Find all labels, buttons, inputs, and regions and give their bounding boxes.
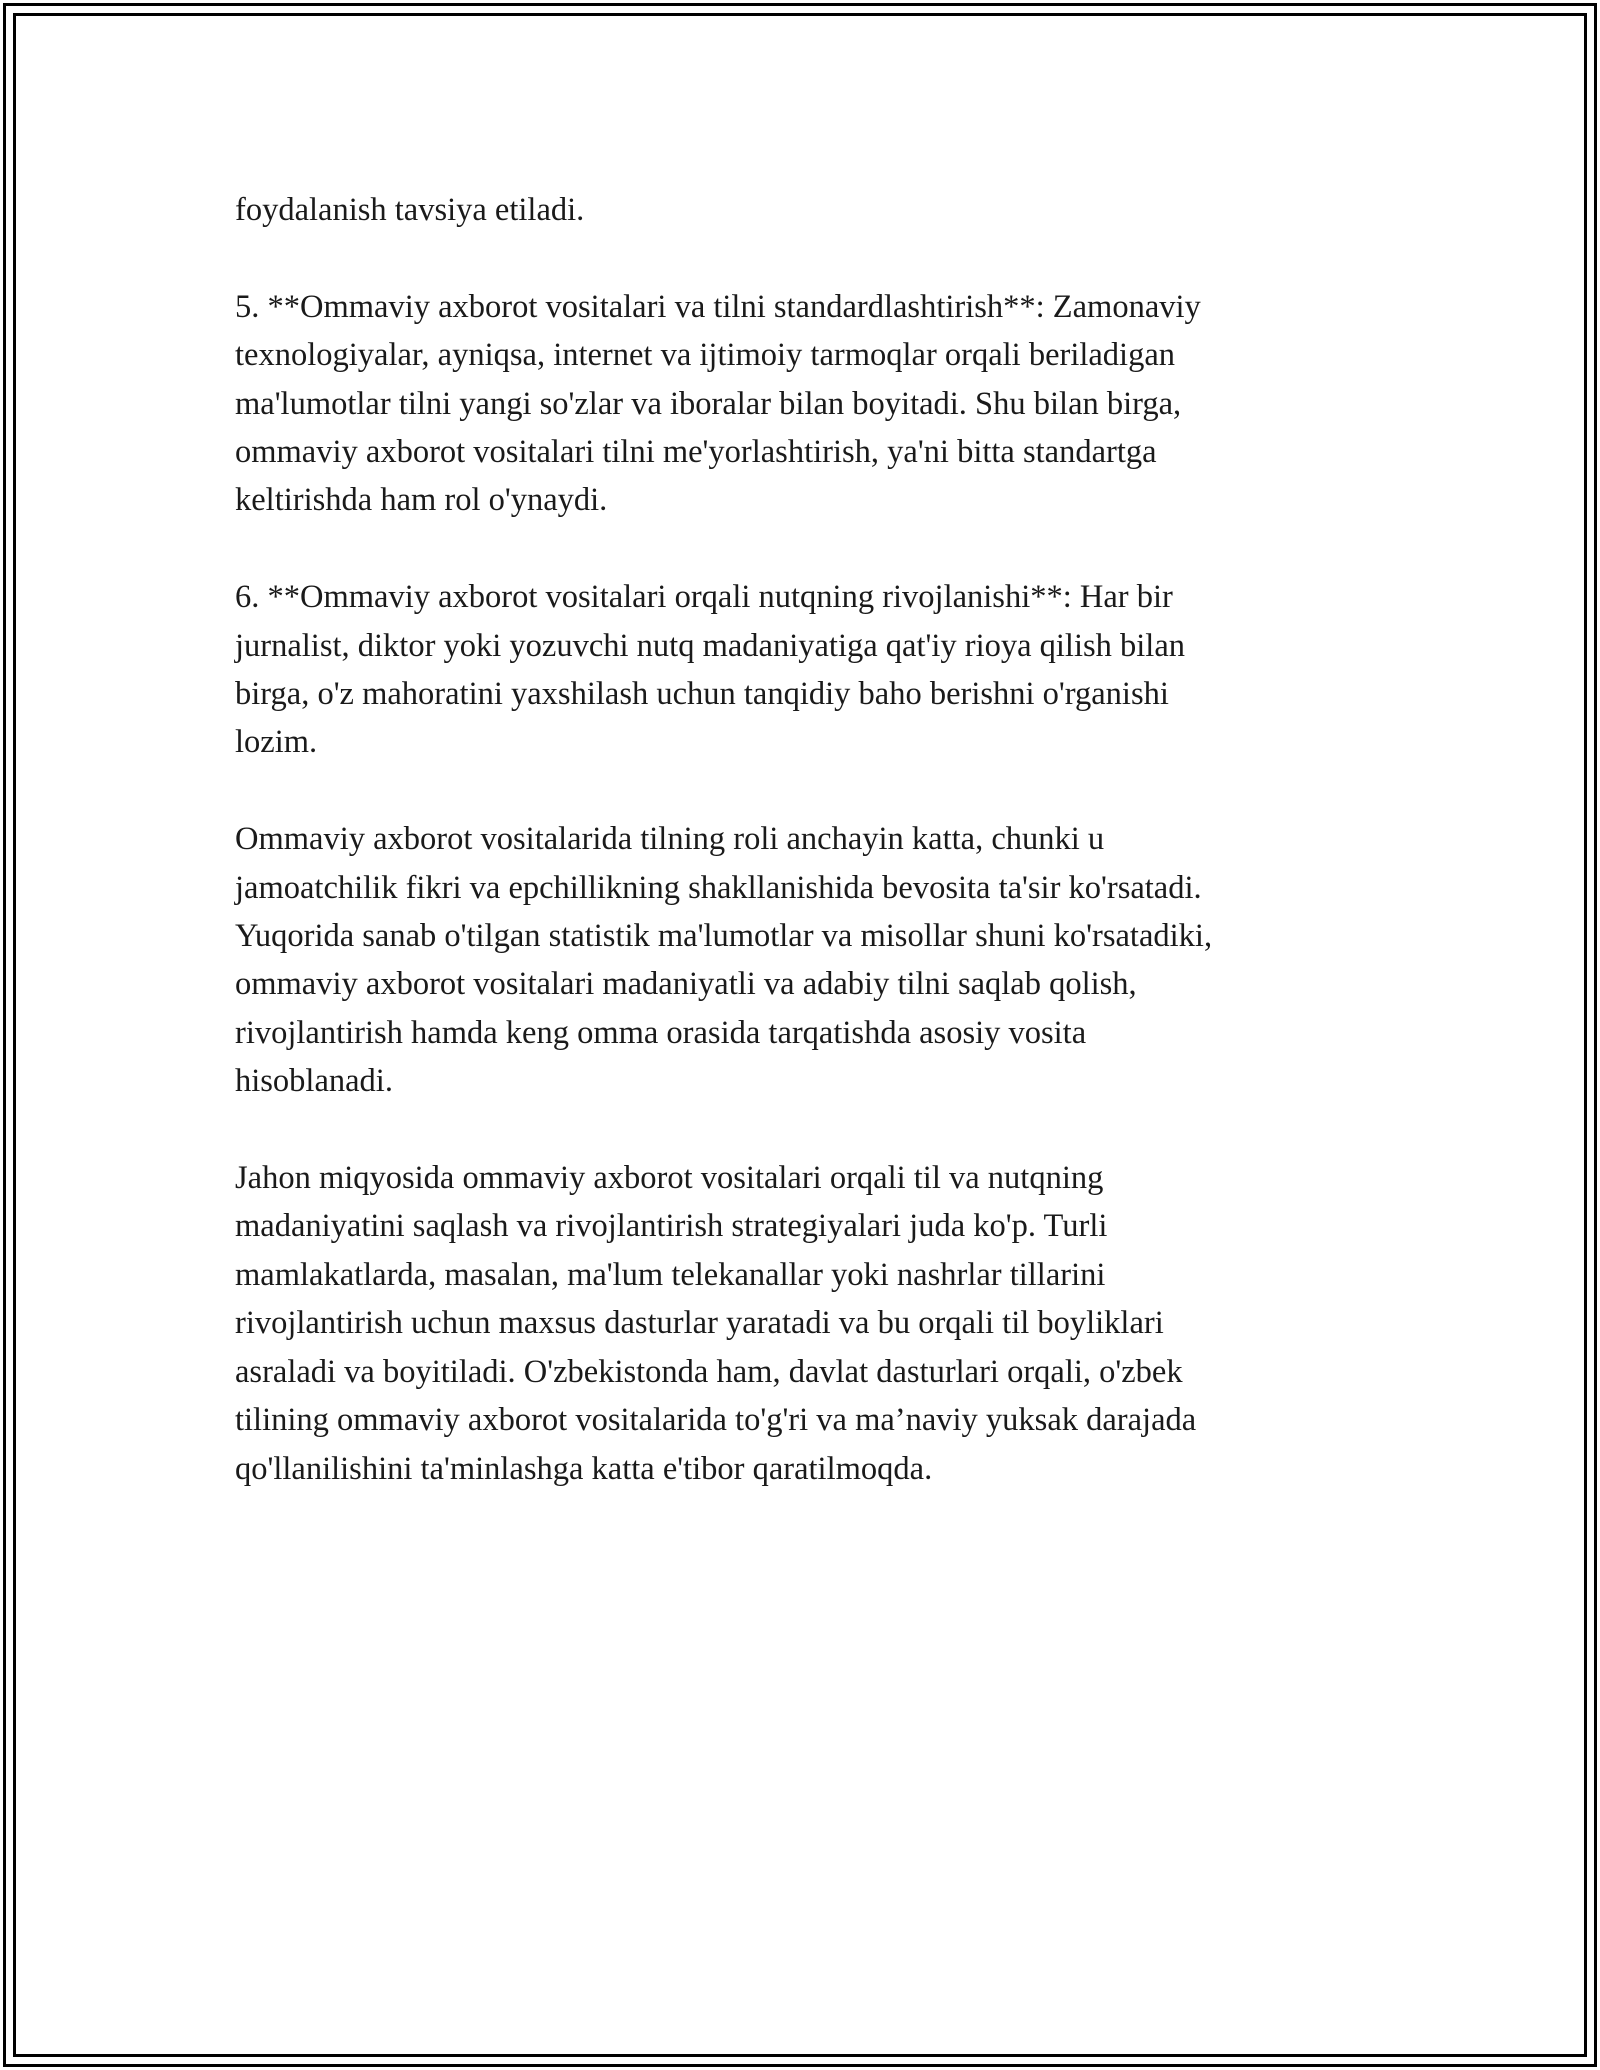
paragraph-global-strategies: Jahon miqyosida ommaviy axborot vositalari orqali til va nutqning madaniyatini saqlash va rivojlantirish strategiyalari juda ko'p. Turli mamlakatlarda, masalan, ma'lum telekanallar yoki nashrlar tillarini rivojlantirish uchun maxsus dasturlar yaratadi va bu orqali til boyliklari asraladi va boyitiladi. O'zbekistonda ham, davlat dasturlari orqali, o'zbek tilining ommaviy axborot vositalarida to'g'ri va ma’naviy yuksak darajada qo'llanilishini ta'minlashga katta e'tibor qaratilmoqda. bbox=[235, 1160, 1197, 1487]
paragraph-summary: Ommaviy axborot vositalarida tilning roli anchayin katta, chunki u jamoatchilik fikri va epchillikning shakllanishida bevosita ta'sir ko'rsatadi. Yuqorida sanab o'tilgan statistik ma'lumotlar va misollar shuni ko'rsatadiki, ommaviy axborot vositalari madaniyatli va adabiy tilni saqlab qolish, rivojlantirish hamda keng omma orasida tarqatishda asosiy vosita hisoblanadi. bbox=[235, 821, 1213, 1100]
paragraph-item-5: 5. **Ommaviy axborot vositalari va tilni standardlashtirish**: Zamonaviy texnologiyalar, ayniqsa, internet va ijtimoiy tarmoqlar orqali beriladigan ma'lumotlar tilni yangi so'zlar va iboralar bilan boyitadi. Shu bilan birga, ommaviy axborot vositalari tilni me'yorlashtirish, ya'ni bitta standartga keltirishda ham rol o'ynaydi. bbox=[235, 288, 1201, 519]
paragraph-item-6: 6. **Ommaviy axborot vositalari orqali nutqning rivojlanishi**: Har bir jurnalist, diktor yoki yozuvchi nutq madaniyatiga qat'iy rioya qilish bilan birga, o'z mahoratini yaxshilash uchun tanqidiy baho berishni o'rganishi lozim. bbox=[235, 579, 1185, 761]
paragraph-continuation: foydalanish tavsiya etiladi. bbox=[235, 192, 585, 228]
document-body bbox=[235, 186, 1385, 1541]
